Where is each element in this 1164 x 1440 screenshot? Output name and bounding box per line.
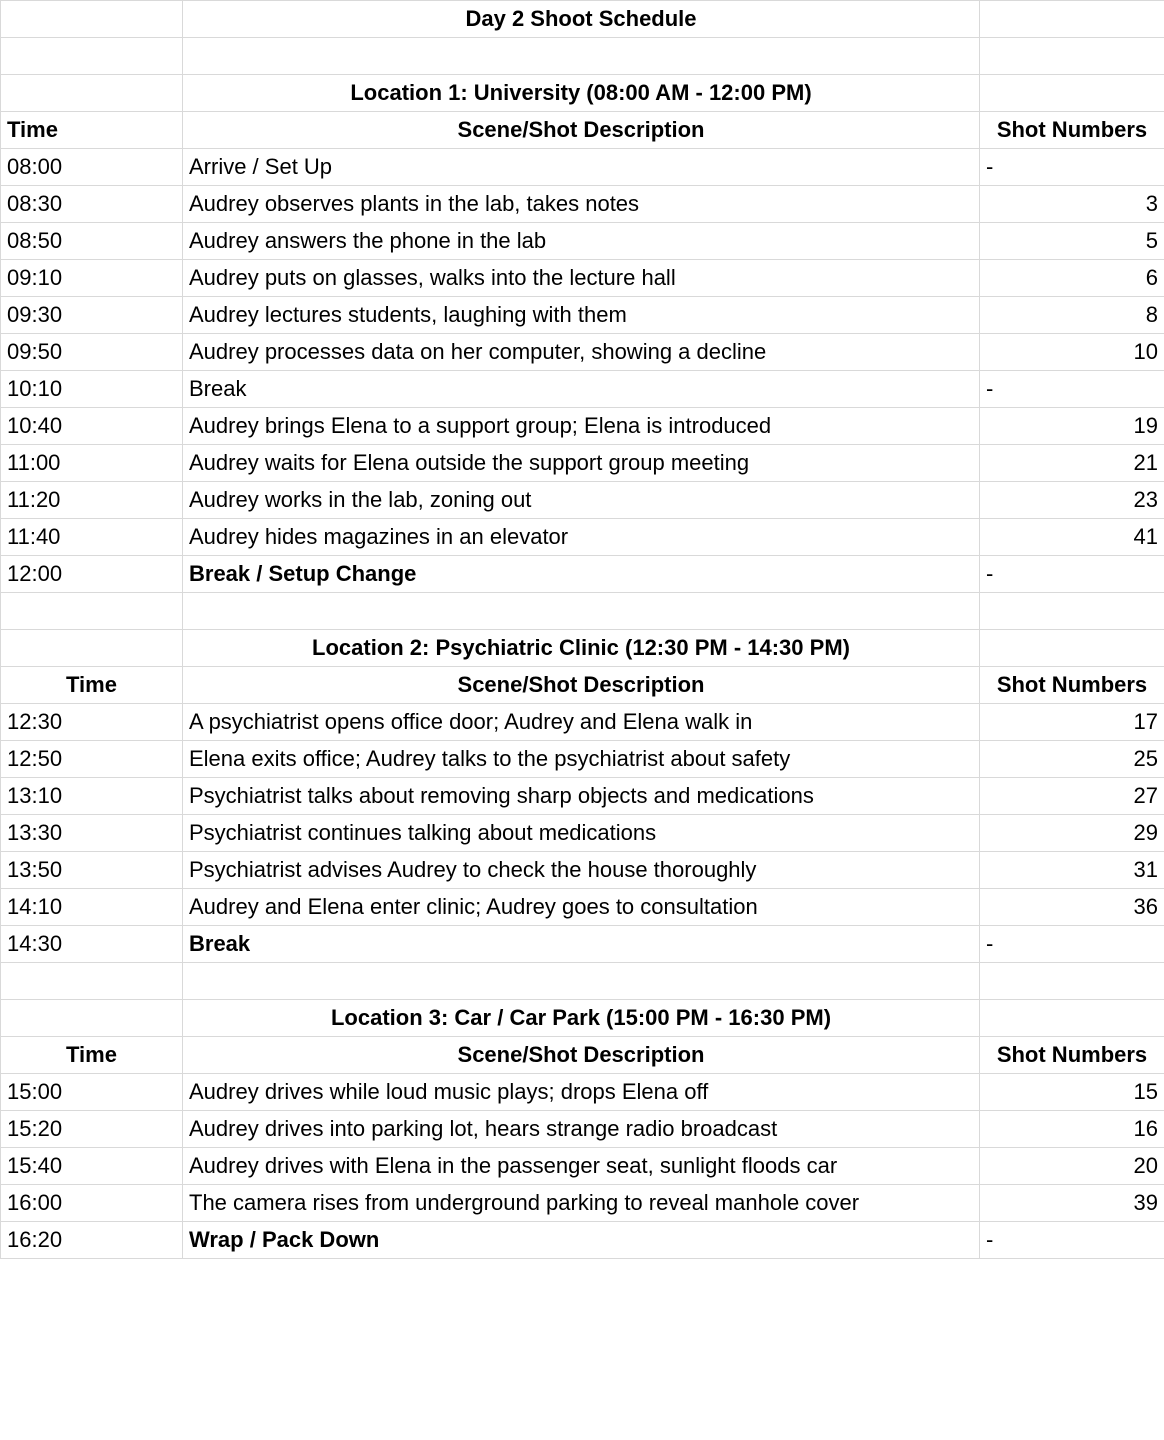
description-cell[interactable]: Arrive / Set Up: [183, 149, 980, 186]
cell[interactable]: [980, 1, 1164, 38]
cell[interactable]: [1, 630, 183, 667]
time-cell[interactable]: 10:10: [1, 371, 183, 408]
shot-number-cell[interactable]: 25: [980, 741, 1164, 778]
shot-number-cell[interactable]: 5: [980, 223, 1164, 260]
shot-number-cell[interactable]: 17: [980, 704, 1164, 741]
time-cell[interactable]: 16:00: [1, 1185, 183, 1222]
table-row: [1, 556, 1164, 593]
time-cell[interactable]: 13:50: [1, 852, 183, 889]
cell[interactable]: [980, 630, 1164, 667]
cell[interactable]: [183, 593, 980, 630]
shot-number-cell[interactable]: -: [980, 1222, 1164, 1259]
time-cell[interactable]: 09:50: [1, 334, 183, 371]
empty-row: [1, 963, 1164, 1000]
header-row: [1, 667, 1164, 704]
table-row: [1, 445, 1164, 482]
description-cell[interactable]: Audrey drives while loud music plays; drops Elena off: [183, 1074, 980, 1111]
table-row: [1, 815, 1164, 852]
description-cell[interactable]: Audrey hides magazines in an elevator: [183, 519, 980, 556]
time-cell[interactable]: 10:40: [1, 408, 183, 445]
description-cell[interactable]: Audrey works in the lab, zoning out: [183, 482, 980, 519]
table-row: [1, 778, 1164, 815]
description-cell[interactable]: Audrey processes data on her computer, showing a decline: [183, 334, 980, 371]
time-cell[interactable]: 11:00: [1, 445, 183, 482]
header-time[interactable]: Time: [1, 1037, 183, 1074]
time-cell[interactable]: 11:20: [1, 482, 183, 519]
shot-number-cell[interactable]: 23: [980, 482, 1164, 519]
cell[interactable]: [980, 593, 1164, 630]
shot-number-cell[interactable]: -: [980, 149, 1164, 186]
empty-row: [1, 593, 1164, 630]
table-row: [1, 1185, 1164, 1222]
time-cell[interactable]: 09:10: [1, 260, 183, 297]
cell[interactable]: [1, 593, 183, 630]
location-3-title[interactable]: Location 3: Car / Car Park (15:00 PM - 16:30 PM): [183, 1000, 980, 1037]
header-shots[interactable]: Shot Numbers: [980, 112, 1164, 149]
description-cell[interactable]: Audrey and Elena enter clinic; Audrey goes to consultation: [183, 889, 980, 926]
description-cell[interactable]: Break: [183, 371, 980, 408]
cell[interactable]: [1, 38, 183, 75]
time-cell[interactable]: 08:50: [1, 223, 183, 260]
description-cell[interactable]: Audrey drives into parking lot, hears strange radio broadcast: [183, 1111, 980, 1148]
shot-number-cell[interactable]: 15: [980, 1074, 1164, 1111]
table-row: [1, 334, 1164, 371]
table-row: [1, 926, 1164, 963]
shot-number-cell[interactable]: 8: [980, 297, 1164, 334]
description-cell[interactable]: Psychiatrist continues talking about medications: [183, 815, 980, 852]
cell[interactable]: [183, 38, 980, 75]
time-cell[interactable]: 15:00: [1, 1074, 183, 1111]
table-row: [1, 371, 1164, 408]
location-title-row: [1, 75, 1164, 112]
shot-number-cell[interactable]: 41: [980, 519, 1164, 556]
time-cell[interactable]: 12:30: [1, 704, 183, 741]
cell[interactable]: [1, 1, 183, 38]
shot-number-cell[interactable]: 36: [980, 889, 1164, 926]
description-cell[interactable]: Audrey observes plants in the lab, takes notes: [183, 186, 980, 223]
time-cell[interactable]: 13:10: [1, 778, 183, 815]
description-cell[interactable]: Audrey brings Elena to a support group; Elena is introduced: [183, 408, 980, 445]
table-row: [1, 297, 1164, 334]
time-cell[interactable]: 14:30: [1, 926, 183, 963]
description-cell[interactable]: Break: [183, 926, 980, 963]
time-cell[interactable]: 09:30: [1, 297, 183, 334]
table-row: [1, 519, 1164, 556]
shot-number-cell[interactable]: 16: [980, 1111, 1164, 1148]
table-row: [1, 186, 1164, 223]
shot-number-cell[interactable]: 20: [980, 1148, 1164, 1185]
time-cell[interactable]: 15:40: [1, 1148, 183, 1185]
description-cell[interactable]: Psychiatrist advises Audrey to check the house thoroughly: [183, 852, 980, 889]
cell[interactable]: [183, 963, 980, 1000]
shot-number-cell[interactable]: 27: [980, 778, 1164, 815]
time-cell[interactable]: 15:20: [1, 1111, 183, 1148]
shot-number-cell[interactable]: 21: [980, 445, 1164, 482]
description-cell[interactable]: Wrap / Pack Down: [183, 1222, 980, 1259]
location-2-rows: [1, 704, 1164, 963]
shot-number-cell[interactable]: 19: [980, 408, 1164, 445]
table-row: [1, 260, 1164, 297]
header-description[interactable]: Scene/Shot Description: [183, 1037, 980, 1074]
location-1-title[interactable]: Location 1: University (08:00 AM - 12:00 PM): [183, 75, 980, 112]
cell[interactable]: [1, 1000, 183, 1037]
table-row: [1, 1148, 1164, 1185]
time-cell[interactable]: 08:30: [1, 186, 183, 223]
header-shots[interactable]: Shot Numbers: [980, 667, 1164, 704]
shot-number-cell[interactable]: 3: [980, 186, 1164, 223]
cell[interactable]: [1, 963, 183, 1000]
header-row: [1, 112, 1164, 149]
header-time[interactable]: Time: [1, 112, 183, 149]
description-cell[interactable]: Audrey drives with Elena in the passenger seat, sunlight floods car: [183, 1148, 980, 1185]
table-row: [1, 223, 1164, 260]
description-cell[interactable]: A psychiatrist opens office door; Audrey and Elena walk in: [183, 704, 980, 741]
time-cell[interactable]: 13:30: [1, 815, 183, 852]
shot-number-cell[interactable]: 6: [980, 260, 1164, 297]
shot-number-cell[interactable]: 31: [980, 852, 1164, 889]
location-title-row: [1, 1000, 1164, 1037]
table-row: [1, 704, 1164, 741]
location-3-rows: [1, 1074, 1164, 1259]
time-cell[interactable]: 11:40: [1, 519, 183, 556]
description-cell[interactable]: Audrey lectures students, laughing with them: [183, 297, 980, 334]
location-1-rows: [1, 149, 1164, 593]
location-2-title[interactable]: Location 2: Psychiatric Clinic (12:30 PM - 14:30 PM): [183, 630, 980, 667]
cell[interactable]: [980, 963, 1164, 1000]
location-title-row: [1, 630, 1164, 667]
sheet-title[interactable]: Day 2 Shoot Schedule: [183, 1, 980, 38]
description-cell[interactable]: Audrey answers the phone in the lab: [183, 223, 980, 260]
table-row: [1, 889, 1164, 926]
time-cell[interactable]: 14:10: [1, 889, 183, 926]
shot-number-cell[interactable]: -: [980, 371, 1164, 408]
time-cell[interactable]: 08:00: [1, 149, 183, 186]
shot-number-cell[interactable]: 29: [980, 815, 1164, 852]
table-row: [1, 852, 1164, 889]
table-row: [1, 149, 1164, 186]
header-description[interactable]: Scene/Shot Description: [183, 112, 980, 149]
time-cell[interactable]: 16:20: [1, 1222, 183, 1259]
table-row: [1, 408, 1164, 445]
description-cell[interactable]: The camera rises from underground parking to reveal manhole cover: [183, 1185, 980, 1222]
description-cell[interactable]: Break / Setup Change: [183, 556, 980, 593]
description-cell[interactable]: Psychiatrist talks about removing sharp objects and medications: [183, 778, 980, 815]
empty-row: [1, 38, 1164, 75]
cell[interactable]: [980, 75, 1164, 112]
title-row: [1, 1, 1164, 38]
cell[interactable]: [980, 38, 1164, 75]
header-shots[interactable]: Shot Numbers: [980, 1037, 1164, 1074]
cell[interactable]: [980, 1000, 1164, 1037]
shot-number-cell[interactable]: -: [980, 556, 1164, 593]
shot-number-cell[interactable]: 10: [980, 334, 1164, 371]
header-row: [1, 1037, 1164, 1074]
table-row: [1, 1111, 1164, 1148]
table-row: [1, 1074, 1164, 1111]
table-row: [1, 482, 1164, 519]
header-description[interactable]: Scene/Shot Description: [183, 667, 980, 704]
table-row: [1, 1222, 1164, 1259]
header-time[interactable]: Time: [1, 667, 183, 704]
table-row: [1, 741, 1164, 778]
time-cell[interactable]: 12:00: [1, 556, 183, 593]
description-cell[interactable]: Elena exits office; Audrey talks to the psychiatrist about safety: [183, 741, 980, 778]
cell[interactable]: [1, 75, 183, 112]
time-cell[interactable]: 12:50: [1, 741, 183, 778]
shot-number-cell[interactable]: 39: [980, 1185, 1164, 1222]
description-cell[interactable]: Audrey puts on glasses, walks into the lecture hall: [183, 260, 980, 297]
description-cell[interactable]: Audrey waits for Elena outside the support group meeting: [183, 445, 980, 482]
shot-number-cell[interactable]: -: [980, 926, 1164, 963]
